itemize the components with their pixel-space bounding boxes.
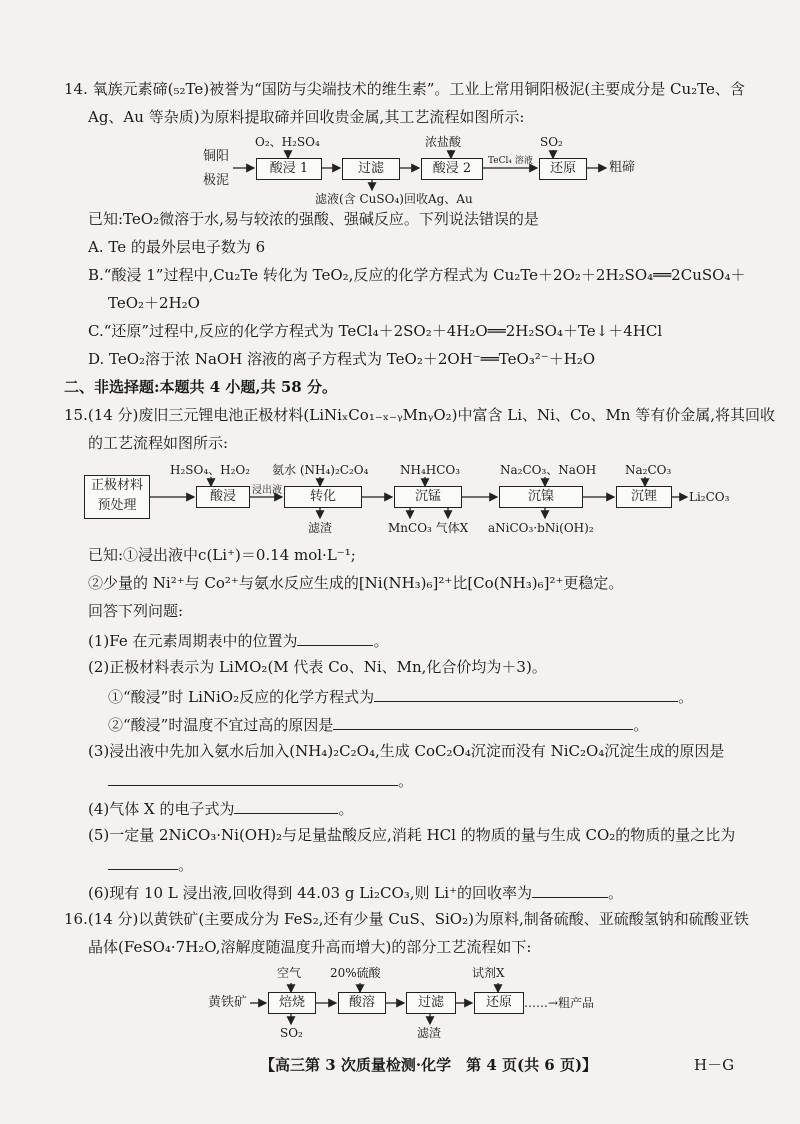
section-heading: 二、非选择题:本题共 4 小题,共 58 分。 (64, 378, 337, 396)
q14-stem-line2: Ag、Au 等杂质)为原料提取碲并回收贵金属,其工艺流程如图所示: (88, 108, 525, 126)
q15-step-convert: 转化 (284, 486, 362, 508)
q14-input-1: O₂、H₂SO₄ (255, 135, 320, 149)
q14-product: 粗碲 (609, 160, 636, 175)
q15-step-li-precipitate: 沉锂 (616, 486, 672, 508)
q15-residue-output: 滤渣 (308, 521, 333, 535)
q15-part-6-period: 。 (608, 884, 624, 902)
page-footer: 【高三第 3 次质量检测·化学 第 4 页(共 6 页)】 (260, 1056, 598, 1074)
q15-start-label-1: 正极材料 (90, 478, 143, 493)
q16-step-roast: 焙烧 (268, 992, 316, 1014)
q15-known-1: 已知:①浸出液中c(Li⁺)＝0.14 mol·L⁻¹; (88, 546, 356, 564)
q15-part-3-period: 。 (398, 772, 414, 790)
q15-input-5: Na₂CO₃ (625, 463, 672, 477)
q14-step-reduce: 还原 (539, 158, 587, 180)
q15-part-2b-period: 。 (633, 716, 649, 734)
q16-so2-output: SO₂ (280, 1026, 303, 1040)
q14-input-3: SO₂ (540, 135, 563, 149)
q15-product: Li₂CO₃ (689, 490, 730, 504)
q15-part-2: (2)正极材料表示为 LiMO₂(M 代表 Co、Ni、Mn,化合价均为＋3)。 (88, 658, 547, 676)
q14-option-d: D. TeO₂溶于浓 NaOH 溶液的离子方程式为 TeO₂＋2OH⁻══TeO₃²⁻＋H₂O (88, 350, 596, 368)
q15-part-6-text: (6)现有 10 L 浸出液,回收得到 44.03 g Li₂CO₃,则 Li⁺的回收率为 (88, 884, 532, 902)
q15-input-2: 氨水 (NH₄)₂C₂O₄ (272, 463, 369, 477)
q14-option-b-line2: TeO₂＋2H₂O (108, 294, 200, 312)
q15-part-3: (3)浸出液中先加入氨水后加入(NH₄)₂C₂O₄,生成 CoC₂O₄沉淀而没有 NiC₂O₄沉淀生成的原因是 (88, 742, 725, 760)
q14-start-label-1: 铜阳 (203, 149, 230, 164)
q14-stem-line1: 14. 氧族元素碲(₅₂Te)被誉为“国防与尖端技术的维生素”。工业上常用铜阳极泥(主要成分是 Cu₂Te、含 (64, 80, 745, 98)
q15-answer-prompt: 回答下列问题: (88, 602, 184, 620)
q14-step-filter: 过滤 (342, 158, 400, 180)
q15-part-1-text: (1)Fe 在元素周期表中的位置为 (88, 632, 298, 650)
q16-product: ……→粗产品 (524, 996, 595, 1010)
q15-part-2a-period: 。 (678, 688, 694, 706)
q15-stem-line2: 的工艺流程如图所示: (88, 434, 229, 452)
q15-input-1: H₂SO₄、H₂O₂ (170, 463, 251, 477)
q14-filtrate-output: 滤液(含 CuSO₄)回收Ag、Au (315, 192, 473, 206)
q16-step-reduce: 还原 (474, 992, 524, 1014)
q15-leachate-label: 浸出液 (252, 485, 282, 496)
q14-option-a: A. Te 的最外层电子数为 6 (88, 238, 266, 256)
q14-start-label-2: 极泥 (203, 173, 230, 188)
q15-ni-output: aNiCO₃·bNi(OH)₂ (488, 521, 594, 535)
q16-residue-output: 滤渣 (417, 1026, 442, 1040)
q16-start-label: 黄铁矿 (208, 995, 248, 1010)
q15-known-2: ②少量的 Ni²⁺与 Co²⁺与氨水反应生成的[Ni(NH₃)₆]²⁺比[Co(NH₃)₆]²⁺更稳定。 (88, 574, 624, 592)
q16-step-filter: 过滤 (406, 992, 456, 1014)
q15-part-5: (5)一定量 2NiCO₃·Ni(OH)₂与足量盐酸反应,消耗 HCl 的物质的量与生成 CO₂的物质的量之比为 (88, 826, 736, 844)
q14-input-2: 浓盐酸 (425, 135, 462, 149)
q15-part-2b-text: ②“酸浸”时温度不宜过高的原因是 (108, 716, 334, 734)
q16-stem-line1: 16.(14 分)以黄铁矿(主要成分为 FeS₂,还有少量 CuS、SiO₂)为原料,制备硫酸、亚硫酸氢钠和硫酸亚铁 (64, 910, 749, 928)
q15-start-label-2: 预处理 (97, 498, 137, 513)
q14-step-acid-leach-1: 酸浸 1 (256, 158, 322, 180)
q15-step-acid-leach: 酸浸 (196, 486, 250, 508)
q15-part-4-text: (4)气体 X 的电子式为 (88, 800, 235, 818)
q14-arrow-label: TeCl₄ 溶液 (488, 156, 533, 166)
q15-input-4: Na₂CO₃、NaOH (500, 463, 597, 477)
q15-part-1-period: 。 (373, 632, 389, 650)
q15-part-2a-text: ①“酸浸”时 LiNiO₂反应的化学方程式为 (108, 688, 375, 706)
exam-code: H－G (694, 1056, 735, 1074)
q14-known: 已知:TeO₂微溶于水,易与较浓的强酸、强碱反应。下列说法错误的是 (88, 210, 539, 228)
q16-input-1: 空气 (277, 966, 302, 980)
q16-step-acid-dissolve: 酸溶 (338, 992, 386, 1014)
q15-part-5-period: 。 (178, 856, 194, 874)
q15-part-4-period: 。 (338, 800, 354, 818)
q15-input-3: NH₄HCO₃ (400, 463, 461, 477)
q15-mn-output: MnCO₃ 气体X (388, 521, 469, 535)
q15-step-ni-precipitate: 沉镍 (499, 486, 583, 508)
q16-input-4: 试剂X (472, 966, 505, 980)
q16-input-2: 20%硫酸 (330, 966, 381, 980)
q14-step-acid-leach-2: 酸浸 2 (421, 158, 483, 180)
q15-step-mn-precipitate: 沉锰 (394, 486, 462, 508)
q15-stem-line1: 15.(14 分)废旧三元锂电池正极材料(LiNiₓCo₁₋ₓ₋ᵧMnᵧO₂)中富含 Li、Ni、Co、Mn 等有价金属,将其回收 (64, 406, 776, 424)
q14-option-b-line1: B.“酸浸 1”过程中,Cu₂Te 转化为 TeO₂,反应的化学方程式为 Cu₂Te＋2O₂＋2H₂SO₄══2CuSO₄＋ (88, 266, 746, 284)
q14-option-c: C.“还原”过程中,反应的化学方程式为 TeCl₄＋2SO₂＋4H₂O══2H₂SO₄＋Te↓＋4HCl (88, 322, 663, 340)
q16-stem-line2: 晶体(FeSO₄·7H₂O,溶解度随温度升高而增大)的部分工艺流程如下: (88, 938, 532, 956)
